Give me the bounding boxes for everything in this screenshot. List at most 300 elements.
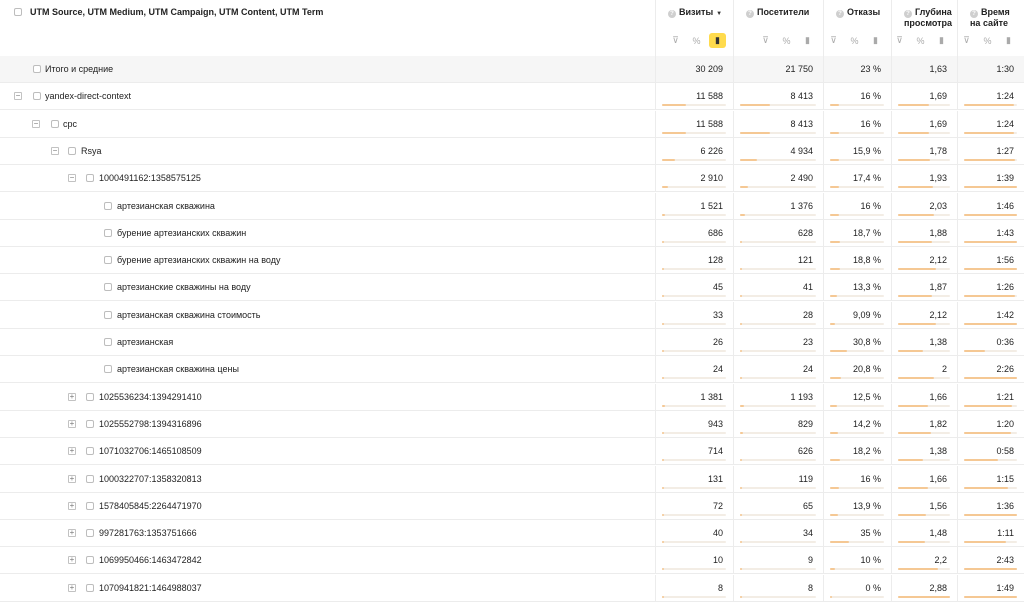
help-icon[interactable]: ?: [904, 10, 912, 18]
cell-time: [957, 438, 1024, 465]
row-checkbox[interactable]: [86, 502, 94, 510]
value-bar: [830, 596, 832, 598]
bar-track: [662, 459, 726, 461]
value-visitors: 9: [807, 555, 813, 566]
value-visits: 8: [717, 582, 723, 593]
row-label[interactable]: 1070941821:1464988037: [99, 582, 202, 593]
column-header-depth[interactable]: [891, 0, 958, 56]
value-bar: [964, 214, 1017, 216]
row-checkbox[interactable]: [86, 420, 94, 428]
value-bar: [898, 159, 930, 161]
value-bounces: 16 %: [860, 118, 881, 129]
table-row[interactable]: [0, 438, 1024, 465]
cell-time: [957, 575, 1024, 602]
row-label[interactable]: артезианская скважина цены: [117, 364, 239, 375]
value-visits: 1 521: [700, 200, 723, 211]
cell-visitors: [733, 466, 823, 493]
bar-chart-icon[interactable]: ▮: [873, 35, 878, 45]
cell-bounces: [823, 329, 891, 356]
row-checkbox[interactable]: [104, 229, 112, 237]
cell-visits: [655, 466, 733, 493]
column-header-time[interactable]: [957, 0, 1024, 56]
value-bar: [898, 568, 938, 570]
value-time: 2:26: [996, 364, 1014, 375]
row-checkbox[interactable]: [86, 174, 94, 182]
help-icon[interactable]: ?: [836, 10, 844, 18]
filter-icon[interactable]: ⊽: [762, 35, 769, 45]
cell-visits: [655, 575, 733, 602]
cell-bounces: [823, 384, 891, 411]
dimension-cell: [0, 575, 655, 602]
cell-time: [957, 165, 1024, 192]
dimension-cell: [0, 193, 655, 220]
row-checkbox[interactable]: [33, 92, 41, 100]
value-bar: [830, 405, 837, 407]
row-checkbox[interactable]: [104, 311, 112, 319]
row-checkbox[interactable]: [104, 202, 112, 210]
value-bounces: 12,5 %: [852, 391, 881, 402]
value-visitors: 8: [807, 582, 813, 593]
value-bar: [740, 514, 742, 516]
cell-visitors: [733, 438, 823, 465]
collapse-icon[interactable]: −: [52, 145, 58, 155]
row-label[interactable]: 997281763:1353751666: [99, 528, 197, 539]
expand-icon[interactable]: +: [69, 555, 75, 565]
cell-time: [957, 384, 1024, 411]
value-bar: [662, 350, 664, 352]
filter-icon[interactable]: ⊽: [963, 35, 970, 45]
row-checkbox[interactable]: [86, 393, 94, 401]
value-bar: [898, 405, 928, 407]
value-bar: [662, 186, 668, 188]
expand-icon[interactable]: +: [69, 473, 75, 483]
cell-bounces: [823, 56, 891, 83]
value-bar: [662, 241, 664, 243]
bar-track: [740, 432, 816, 434]
help-icon[interactable]: ?: [970, 10, 978, 18]
dimension-title: UTM Source, UTM Medium, UTM Campaign, UTM Content, UTM Term: [30, 7, 324, 17]
percent-icon[interactable]: %: [850, 35, 859, 46]
sort-desc-icon[interactable]: ▼: [716, 11, 723, 17]
cell-depth: [891, 193, 957, 220]
value-bar: [662, 323, 664, 325]
value-bounces: 18,8 %: [852, 255, 881, 266]
cell-depth: [891, 547, 957, 574]
value-visitors: 121: [797, 255, 813, 266]
table-row[interactable]: [0, 547, 1024, 574]
bar-track: [662, 596, 726, 598]
bar-track: [662, 377, 726, 379]
cell-depth: [891, 111, 957, 138]
value-bar: [964, 487, 1008, 489]
row-label[interactable]: бурение артезианских скважин на воду: [117, 255, 281, 266]
value-time: 1:46: [996, 200, 1014, 211]
dimension-cell: [0, 466, 655, 493]
table-header: [0, 0, 1024, 57]
cell-depth: [891, 83, 957, 110]
dimension-cell: [0, 56, 655, 83]
value-depth: 2,12: [929, 255, 947, 266]
row-checkbox[interactable]: [68, 147, 76, 155]
value-bar: [740, 104, 770, 106]
table-row[interactable]: [0, 138, 1024, 165]
value-bar: [964, 377, 1017, 379]
expand-icon[interactable]: +: [69, 528, 75, 538]
value-visits: 26: [712, 337, 723, 347]
value-bar: [830, 241, 840, 243]
cell-bounces: [823, 575, 891, 602]
value-bar: [830, 186, 839, 188]
column-header-visits[interactable]: [655, 0, 734, 56]
value-bar: [740, 295, 742, 297]
column-title-text: Отказы: [847, 7, 881, 17]
dimension-cell: [0, 138, 655, 165]
row-label[interactable]: 1578405845:2264471970: [99, 500, 202, 511]
cell-time: [957, 138, 1024, 165]
row-label[interactable]: cpc: [63, 118, 78, 129]
table-row[interactable]: [0, 520, 1024, 547]
cell-depth: [891, 466, 957, 493]
row-label[interactable]: артезианская скважина: [117, 200, 215, 211]
value-bar: [898, 350, 923, 352]
cell-visitors: [733, 329, 823, 356]
value-visits: 943: [707, 418, 723, 429]
row-checkbox[interactable]: [104, 365, 112, 373]
dimension-cell: [0, 356, 655, 383]
row-checkbox[interactable]: [86, 447, 94, 455]
bar-track: [662, 405, 726, 407]
cell-visitors: [733, 138, 823, 165]
value-time: 1:43: [996, 227, 1014, 238]
value-depth: 1,87: [929, 282, 947, 293]
row-label[interactable]: 1000491162:1358575125: [99, 173, 201, 184]
row-checkbox[interactable]: [51, 120, 59, 128]
cell-bounces: [823, 493, 891, 520]
bar-track: [662, 350, 726, 352]
value-bar: [740, 323, 742, 325]
value-bar: [830, 295, 837, 297]
table-row[interactable]: [0, 220, 1024, 247]
bar-track: [830, 405, 884, 407]
bar-chart-icon[interactable]: ▮: [939, 35, 944, 45]
collapse-icon[interactable]: −: [15, 91, 21, 101]
help-icon[interactable]: ?: [668, 10, 676, 18]
cell-visits: [655, 138, 733, 165]
value-depth: 1,69: [929, 91, 947, 102]
table-row[interactable]: [0, 356, 1024, 383]
bar-track: [740, 514, 816, 516]
bar-track: [740, 268, 816, 270]
value-depth: 1,93: [929, 173, 947, 184]
cell-depth: [891, 274, 957, 301]
table-row[interactable]: [0, 411, 1024, 438]
value-bar: [662, 104, 686, 106]
help-icon[interactable]: ?: [746, 10, 754, 18]
row-label[interactable]: 1000322707:1358320813: [99, 473, 202, 484]
value-time: 1:21: [996, 391, 1014, 402]
row-label[interactable]: артезианская скважина стоимость: [117, 309, 261, 320]
cell-depth: [891, 356, 957, 383]
table-row[interactable]: [0, 83, 1024, 110]
bar-track: [740, 596, 816, 598]
dimension-cell: [0, 329, 655, 356]
value-bar: [898, 596, 950, 598]
row-checkbox[interactable]: [104, 338, 112, 346]
cell-bounces: [823, 247, 891, 274]
cell-visitors: [733, 247, 823, 274]
select-all-checkbox[interactable]: [14, 8, 22, 16]
value-bar: [830, 268, 840, 270]
dimension-cell: [0, 493, 655, 520]
table-row[interactable]: [0, 384, 1024, 411]
column-title-bounces: [836, 7, 880, 18]
row-checkbox[interactable]: [86, 584, 94, 592]
value-visitors: 24: [802, 364, 813, 375]
bar-chart-icon[interactable]: ▮: [805, 35, 810, 45]
percent-icon[interactable]: %: [983, 35, 992, 46]
value-bounces: 0 %: [865, 582, 881, 593]
table-row[interactable]: [0, 193, 1024, 220]
value-depth: 2,88: [929, 582, 947, 593]
expand-icon[interactable]: +: [69, 418, 75, 428]
value-bar: [898, 514, 926, 516]
table-row[interactable]: [0, 329, 1024, 356]
value-bar: [898, 241, 932, 243]
collapse-icon[interactable]: −: [33, 118, 39, 128]
value-bar: [898, 459, 923, 461]
value-bounces: 35 %: [860, 528, 881, 539]
value-bar: [740, 241, 742, 243]
value-bounces: 23 %: [860, 64, 881, 74]
cell-visits: [655, 247, 733, 274]
value-bar: [830, 459, 840, 461]
bar-track: [830, 596, 884, 598]
cell-bounces: [823, 438, 891, 465]
bar-track: [740, 295, 816, 297]
cell-bounces: [823, 302, 891, 329]
value-visits: 131: [707, 473, 723, 484]
bar-track: [740, 487, 816, 489]
value-visitors: 8 413: [790, 118, 813, 129]
cell-time: [957, 193, 1024, 220]
expand-icon[interactable]: +: [69, 446, 75, 456]
value-bar: [830, 432, 838, 434]
bar-track: [662, 214, 726, 216]
column-header-visitors[interactable]: [733, 0, 824, 56]
row-checkbox[interactable]: [86, 556, 94, 564]
expand-icon[interactable]: +: [69, 391, 75, 401]
column-title-text: Посетители: [757, 7, 810, 17]
cell-bounces: [823, 220, 891, 247]
table-row[interactable]: [0, 247, 1024, 274]
value-visitors: 8 413: [790, 91, 813, 102]
value-visits: 11 588: [696, 118, 723, 129]
dimension-cell: [0, 220, 655, 247]
bar-track: [662, 541, 726, 543]
value-depth: 1,78: [929, 145, 947, 156]
table-row[interactable]: [0, 274, 1024, 301]
value-bar: [964, 268, 1017, 270]
table-row[interactable]: [0, 493, 1024, 520]
value-bounces: 9,09 %: [852, 309, 881, 320]
value-visitors: 1 193: [790, 391, 813, 402]
cell-time: [957, 356, 1024, 383]
percent-icon[interactable]: %: [916, 35, 925, 46]
table-row[interactable]: [0, 302, 1024, 329]
dimension-cell: [0, 274, 655, 301]
cell-visitors: [733, 547, 823, 574]
value-bar: [830, 377, 841, 379]
value-bar: [830, 350, 847, 352]
cell-bounces: [823, 466, 891, 493]
value-time: 1:42: [996, 309, 1014, 320]
value-visits: 1 381: [700, 391, 723, 402]
cell-depth: [891, 520, 957, 547]
cell-visits: [655, 520, 733, 547]
value-bar: [662, 514, 664, 516]
value-bar: [740, 596, 742, 598]
cell-visitors: [733, 56, 823, 83]
cell-time: [957, 111, 1024, 138]
value-bar: [830, 159, 839, 161]
row-label[interactable]: артезианская: [117, 337, 174, 347]
bar-track: [740, 541, 816, 543]
value-depth: 1,88: [929, 227, 947, 238]
value-visitors: 829: [797, 418, 813, 429]
value-visits: 33: [712, 309, 723, 320]
bar-track: [662, 241, 726, 243]
value-bar: [740, 132, 770, 134]
value-bar: [898, 132, 929, 134]
value-visitors: 41: [802, 282, 813, 293]
value-bar: [898, 295, 932, 297]
bar-track: [740, 350, 816, 352]
bar-chart-icon[interactable]: ▮: [1006, 35, 1011, 45]
bar-track: [830, 432, 884, 434]
value-visitors: 626: [797, 446, 813, 457]
value-bar: [964, 568, 1017, 570]
totals-row[interactable]: [0, 56, 1024, 83]
row-label[interactable]: yandex-direct-context: [45, 91, 132, 102]
cell-time: [957, 466, 1024, 493]
filter-icon[interactable]: ⊽: [672, 35, 679, 45]
value-depth: 1,56: [929, 500, 947, 511]
percent-icon[interactable]: %: [692, 35, 701, 46]
cell-bounces: [823, 193, 891, 220]
cell-time: [957, 329, 1024, 356]
cell-visits: [655, 83, 733, 110]
value-time: 1:24: [996, 118, 1014, 129]
row-checkbox[interactable]: [86, 475, 94, 483]
value-bar: [740, 350, 742, 352]
dimension-cell: [0, 384, 655, 411]
value-bar: [898, 268, 936, 270]
row-label[interactable]: 1025536234:1394291410: [99, 391, 202, 402]
cell-depth: [891, 575, 957, 602]
cell-depth: [891, 493, 957, 520]
dimension-cell: [0, 302, 655, 329]
row-label[interactable]: бурение артезианских скважин: [117, 227, 247, 238]
value-time: 2:43: [996, 555, 1014, 566]
cell-visits: [655, 411, 733, 438]
value-visits: 11 588: [696, 91, 723, 102]
dimension-cell: [0, 520, 655, 547]
value-time: 1:36: [996, 500, 1014, 511]
row-checkbox[interactable]: [33, 65, 41, 73]
cell-time: [957, 83, 1024, 110]
cell-bounces: [823, 411, 891, 438]
cell-time: [957, 547, 1024, 574]
percent-icon[interactable]: %: [782, 35, 791, 46]
value-bounces: 10 %: [860, 555, 881, 566]
value-bar: [964, 186, 1017, 188]
value-bar: [662, 159, 675, 161]
collapse-icon[interactable]: −: [69, 173, 75, 183]
row-checkbox[interactable]: [104, 256, 112, 264]
cell-visitors: [733, 165, 823, 192]
cell-visitors: [733, 493, 823, 520]
row-checkbox[interactable]: [104, 283, 112, 291]
value-visitors: 23: [802, 337, 813, 347]
value-bar: [662, 568, 664, 570]
value-bar: [898, 541, 925, 543]
column-title-text: Визиты: [679, 7, 714, 17]
cell-depth: [891, 329, 957, 356]
table-row[interactable]: [0, 165, 1024, 192]
value-bar: [830, 323, 835, 325]
cell-visits: [655, 438, 733, 465]
value-depth: 1,66: [929, 473, 947, 484]
expand-icon[interactable]: +: [69, 582, 75, 592]
row-label[interactable]: артезианские скважины на воду: [117, 282, 251, 293]
bar-track: [830, 323, 884, 325]
value-visitors: 2 490: [790, 173, 813, 184]
expand-icon[interactable]: +: [69, 500, 75, 510]
bar-track: [662, 487, 726, 489]
filter-icon[interactable]: ⊽: [896, 35, 903, 45]
value-bar: [830, 132, 839, 134]
value-visits: 2 910: [700, 173, 723, 184]
bar-track: [830, 514, 884, 516]
dimension-cell: [0, 411, 655, 438]
bar-chart-icon[interactable]: ▮: [709, 33, 726, 48]
cell-depth: [891, 56, 957, 83]
value-time: 1:11: [997, 528, 1014, 539]
value-bar: [898, 377, 934, 379]
cell-visitors: [733, 274, 823, 301]
value-depth: 1,63: [929, 64, 947, 74]
row-label[interactable]: Итого и средние: [45, 64, 114, 74]
value-bar: [830, 541, 849, 543]
value-bar: [830, 514, 838, 516]
value-bounces: 14,2 %: [852, 418, 881, 429]
value-bar: [662, 487, 664, 489]
value-bounces: 20,8 %: [852, 364, 881, 375]
row-checkbox[interactable]: [86, 529, 94, 537]
dimension-header[interactable]: [0, 0, 655, 56]
table-row[interactable]: [0, 466, 1024, 493]
value-depth: 1,48: [929, 528, 947, 539]
filter-icon[interactable]: ⊽: [830, 35, 837, 45]
table-row[interactable]: [0, 111, 1024, 138]
row-label[interactable]: 1071032706:1465108509: [99, 446, 202, 457]
row-label[interactable]: 1069950466:1463472842: [99, 555, 202, 566]
bar-track: [740, 568, 816, 570]
column-header-bounces[interactable]: [823, 0, 892, 56]
row-label[interactable]: 1025552798:1394316896: [99, 418, 202, 429]
table-row[interactable]: [0, 575, 1024, 602]
row-label[interactable]: Rsya: [81, 145, 102, 156]
